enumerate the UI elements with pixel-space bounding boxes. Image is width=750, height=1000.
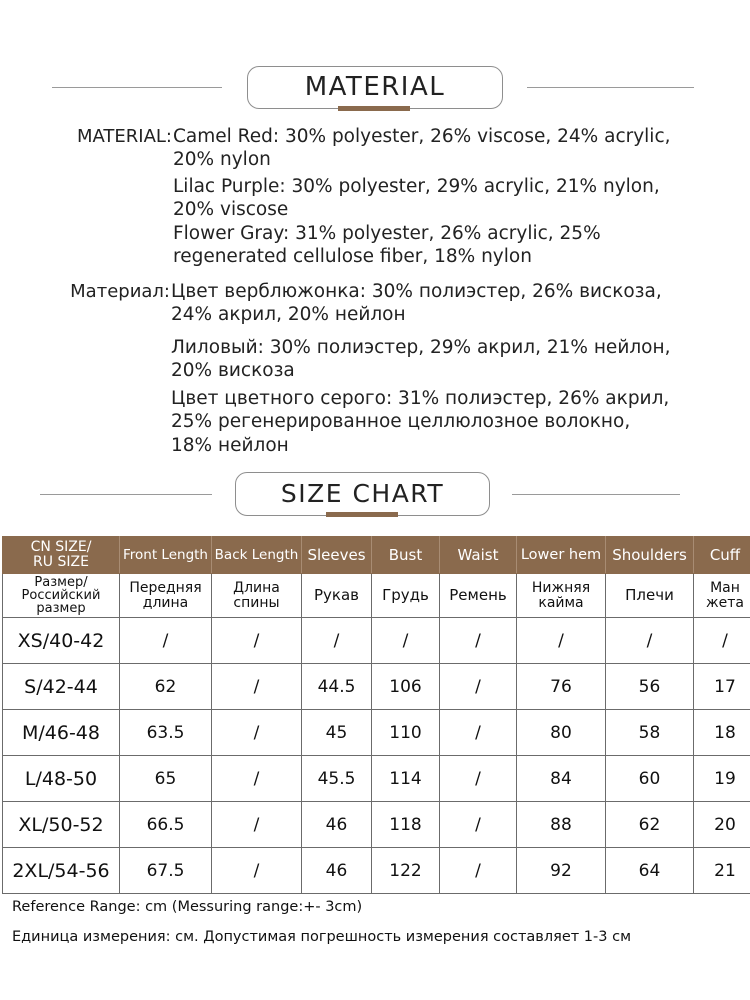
- table-cell: 80: [517, 710, 606, 756]
- table-cell: /: [440, 710, 517, 756]
- table-cell: 67.5: [120, 848, 212, 894]
- material-ru-line: Лиловый: 30% полиэстер, 29% акрил, 21% нейлон,: [171, 337, 671, 358]
- table-cell: 62: [120, 664, 212, 710]
- table-cell: 64: [606, 848, 694, 894]
- material-ru-line: Цвет верблюжонка: 30% полиэстер, 26% вискоза,: [171, 281, 662, 302]
- table-cell: 110: [372, 710, 440, 756]
- material-en-line: Camel Red: 30% polyester, 26% viscose, 24% acrylic,: [173, 126, 671, 147]
- header-ru-cell: Грудь: [372, 574, 440, 618]
- table-cell: 63.5: [120, 710, 212, 756]
- material-title-accent: [338, 106, 410, 111]
- material-en-line: 20% viscose: [173, 199, 289, 220]
- header-ru-cell: Ремень: [440, 574, 517, 618]
- material-divider-left: [52, 87, 222, 88]
- table-cell: /: [694, 618, 750, 664]
- material-en-label: MATERIAL:: [76, 126, 172, 147]
- header-cell: Bust: [372, 537, 440, 574]
- table-row: [3, 618, 750, 664]
- table-cell: /: [212, 664, 302, 710]
- header-ru-cell: Ман жета: [694, 574, 750, 618]
- table-cell: 20: [694, 802, 750, 848]
- table-cell: 21: [694, 848, 750, 894]
- table-cell: 65: [120, 756, 212, 802]
- material-ru-label: Материал:: [70, 281, 170, 302]
- header-cell: [3, 537, 120, 574]
- material-title: MATERIAL: [304, 72, 446, 102]
- size-label-cell: L/48-50: [3, 756, 120, 802]
- material-title-box: [247, 66, 503, 109]
- table-cell: /: [212, 756, 302, 802]
- table-cell: 122: [372, 848, 440, 894]
- material-en-line: 20% nylon: [173, 149, 271, 170]
- table-cell: 76: [517, 664, 606, 710]
- table-cell: /: [606, 618, 694, 664]
- material-en-line: regenerated cellulose fiber, 18% nylon: [173, 246, 532, 267]
- size-table: [2, 536, 750, 894]
- table-cell: 56: [606, 664, 694, 710]
- table-cell: /: [440, 802, 517, 848]
- table-cell: 88: [517, 802, 606, 848]
- table-cell: /: [212, 710, 302, 756]
- table-cell: 84: [517, 756, 606, 802]
- table-row: [3, 756, 750, 802]
- table-cell: /: [120, 618, 212, 664]
- header-cell: Shoulders: [606, 537, 694, 574]
- size-divider-right: [512, 494, 680, 495]
- table-cell: 46: [302, 848, 372, 894]
- header-cell: Front Length: [120, 537, 212, 574]
- size-title: SIZE CHART: [280, 479, 445, 508]
- table-cell: 58: [606, 710, 694, 756]
- table-cell: 60: [606, 756, 694, 802]
- table-cell: 44.5: [302, 664, 372, 710]
- table-cell: 46: [302, 802, 372, 848]
- size-label-cell: S/42-44: [3, 664, 120, 710]
- table-cell: /: [440, 756, 517, 802]
- size-label-cell: XL/50-52: [3, 802, 120, 848]
- table-cell: /: [372, 618, 440, 664]
- header-ru-cell: Длина спины: [212, 574, 302, 618]
- table-cell: 45.5: [302, 756, 372, 802]
- reference-range-ru: Единица измерения: см. Допустимая погрешность измерения составляет 1-3 см: [12, 929, 632, 945]
- table-cell: 62: [606, 802, 694, 848]
- table-cell: 19: [694, 756, 750, 802]
- size-label-cell: 2XL/54-56: [3, 848, 120, 894]
- material-ru-line: 18% нейлон: [171, 435, 289, 456]
- header-cell-text: CN SIZE/ RU SIZE: [30, 539, 92, 570]
- size-divider-left: [40, 494, 212, 495]
- material-divider-right: [527, 87, 694, 88]
- table-cell: /: [212, 618, 302, 664]
- size-label-cell: M/46-48: [3, 710, 120, 756]
- reference-range-en: Reference Range: cm (Messuring range:+- 3cm): [12, 899, 363, 915]
- table-row: [3, 664, 750, 710]
- material-ru-line: 20% вискоза: [171, 360, 295, 381]
- table-cell: /: [212, 802, 302, 848]
- header-ru-cell: Нижняя кайма: [517, 574, 606, 618]
- header-ru-cell: Плечи: [606, 574, 694, 618]
- table-cell: /: [212, 848, 302, 894]
- size-title-box: [235, 472, 490, 516]
- material-ru-line: Цвет цветного серого: 31% полиэстер, 26% акрил,: [171, 388, 670, 409]
- table-row: [3, 848, 750, 894]
- table-cell: /: [440, 664, 517, 710]
- header-cell: Waist: [440, 537, 517, 574]
- table-cell: 114: [372, 756, 440, 802]
- size-label-cell: XS/40-42: [3, 618, 120, 664]
- table-cell: 17: [694, 664, 750, 710]
- table-cell: /: [302, 618, 372, 664]
- header-row-ru: [3, 574, 750, 618]
- table-cell: 66.5: [120, 802, 212, 848]
- table-cell: /: [517, 618, 606, 664]
- header-cell: Cuff: [694, 537, 750, 574]
- table-cell: 18: [694, 710, 750, 756]
- material-en-line: Lilac Purple: 30% polyester, 29% acrylic, 21% nylon,: [173, 176, 660, 197]
- table-row: [3, 802, 750, 848]
- size-title-accent: [326, 512, 398, 517]
- table-cell: 118: [372, 802, 440, 848]
- table-cell: 92: [517, 848, 606, 894]
- header-row-en: [3, 537, 750, 574]
- table-cell: 106: [372, 664, 440, 710]
- header-ru-cell: Размер/ Российский размер: [3, 574, 120, 618]
- material-ru-line: 25% регенерированное целлюлозное волокно,: [171, 411, 631, 432]
- table-row: [3, 710, 750, 756]
- table-cell: /: [440, 848, 517, 894]
- header-cell: Sleeves: [302, 537, 372, 574]
- material-en-line: Flower Gray: 31% polyester, 26% acrylic, 25%: [173, 223, 601, 244]
- header-ru-cell: Передняя длина: [120, 574, 212, 618]
- header-cell: Back Length: [212, 537, 302, 574]
- table-cell: 45: [302, 710, 372, 756]
- material-ru-line: 24% акрил, 20% нейлон: [171, 304, 406, 325]
- table-cell: /: [440, 618, 517, 664]
- header-ru-cell: Рукав: [302, 574, 372, 618]
- header-cell: Lower hem: [517, 537, 606, 574]
